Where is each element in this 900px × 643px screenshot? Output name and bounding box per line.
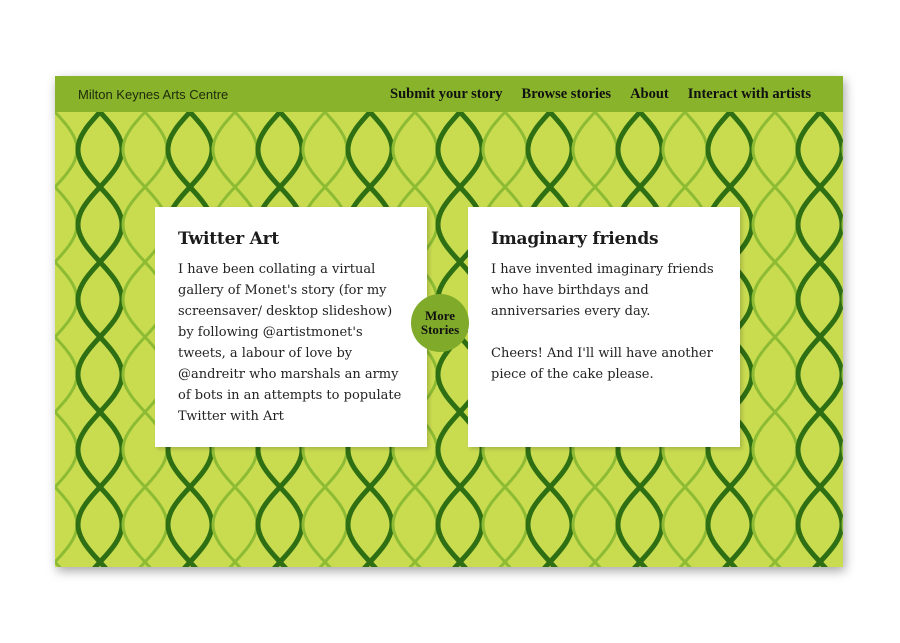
wave-line [55,112,77,567]
wave-line [753,112,797,567]
website-frame [55,76,843,567]
wave-line [753,112,797,567]
more-stories-label: More Stories [420,308,460,337]
story-card-twitter-art[interactable] [155,207,427,447]
nav-browse-stories[interactable]: Browse stories [521,85,612,102]
top-navigation-bar [55,76,843,112]
story-card-imaginary-friends[interactable] [468,207,740,447]
story-body: I have been collating a virtual gallery of Monet's story (for my screensaver/ desktop slideshow) by following @artistmonet's tweets, a labour of love by @andreitr who marshals an army of bots in an attempts to populate Twitter with Art [178,262,402,424]
story-body: I have invented imaginary friends who have birthdays and anniversaries every day. Cheers! And I'll will have another piece of the cake please. [491,262,714,382]
nav-about[interactable]: About [630,85,669,102]
story-title: Imaginary friends [491,229,659,249]
site-name[interactable]: Milton Keynes Arts Centre [78,86,229,102]
wave-line [798,112,842,567]
story-title: Twitter Art [178,229,280,249]
wave-line [78,112,122,567]
more-stories-button[interactable] [411,294,469,352]
main-menu [390,86,811,103]
nav-submit-your-story[interactable]: Submit your story [390,85,503,102]
nav-interact-with-artists[interactable]: Interact with artists [687,85,811,102]
